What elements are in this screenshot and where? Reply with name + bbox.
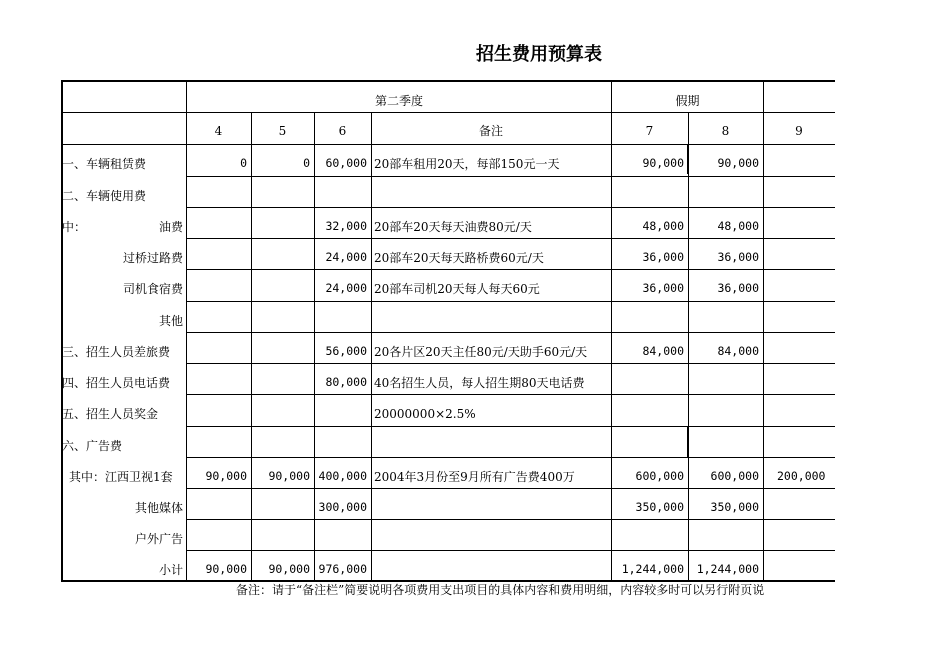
cell-month-7: 90,000: [642, 156, 684, 171]
cell-month-4: [186, 434, 251, 457]
cell-month-6: 80,000: [325, 374, 367, 389]
cell-month-6: [314, 402, 371, 426]
grid-hline: [186, 301, 835, 302]
cell-month-7: 600,000: [635, 468, 684, 483]
column-header-col-4: 4: [214, 124, 223, 138]
cell-month-8: [688, 434, 763, 457]
cell-month-6: 400,000: [318, 468, 367, 483]
grid-hline: [186, 332, 835, 333]
page-title: 招生费用预算表: [476, 44, 602, 65]
cell-month-4: 0: [240, 156, 247, 171]
cell-month-9: [763, 558, 835, 581]
cell-month-9: [763, 402, 835, 426]
row-label: 一、车辆租赁费: [62, 157, 147, 171]
cell-month-4: [186, 246, 251, 269]
grid-hline: [186, 363, 835, 364]
column-header-col-note: 备注: [478, 124, 503, 138]
cell-month-6: [314, 434, 371, 457]
cell-month-4: [186, 402, 251, 426]
row-label: 小计: [158, 562, 183, 577]
cell-month-9: [763, 246, 835, 269]
cell-month-5: [251, 527, 314, 550]
cell-month-8: 1,244,000: [696, 561, 759, 576]
cell-month-7: 36,000: [642, 249, 684, 264]
cell-note: 40名招生人员，每人招生期80天电话费: [374, 375, 585, 390]
cell-month-7: 84,000: [642, 343, 684, 358]
cell-month-4: [186, 309, 251, 332]
grid-hline: [186, 519, 835, 520]
row-label: 其他: [158, 313, 183, 328]
footnote: 备注：请于“备注栏”简要说明各项费用支出项目的具体内容和费用明细，内容较多时可以另行附页说: [236, 583, 765, 597]
row-label-prefix: 中：: [62, 219, 87, 234]
cell-month-6: [314, 184, 371, 207]
row-label: 油费: [158, 219, 183, 234]
cell-month-5: [251, 340, 314, 363]
grid-hline: [61, 112, 186, 113]
cell-note: [372, 527, 611, 550]
cell-month-7: [611, 184, 688, 207]
cell-month-8: 36,000: [717, 249, 759, 264]
cell-month-7: 1,244,000: [621, 561, 684, 576]
grid-hline: [61, 144, 186, 145]
cell-month-8: 84,000: [717, 343, 759, 358]
grid-hline: [186, 457, 835, 458]
cell-month-6: 32,000: [325, 218, 367, 233]
cell-month-6: 24,000: [325, 249, 367, 264]
cell-month-4: [186, 277, 251, 301]
cell-month-6: 976,000: [318, 561, 367, 576]
cell-note: 20部车租用20天，每部150元一天: [374, 157, 560, 171]
row-label: 户外广告: [134, 531, 183, 546]
cell-month-7: [611, 402, 688, 426]
row-label: 六、广告费: [62, 438, 123, 453]
cell-note: 20000000×2.5%: [374, 407, 476, 421]
grid-hline: [186, 207, 835, 208]
cell-month-8: [688, 371, 763, 394]
header-group-q2: 第二季度: [374, 94, 423, 108]
cell-month-5: 90,000: [268, 561, 310, 576]
cell-month-9: [763, 184, 835, 207]
cell-month-7: [611, 371, 688, 394]
cell-month-5: [251, 496, 314, 519]
cell-month-4: 90,000: [205, 561, 247, 576]
column-header-col-7: 7: [645, 124, 654, 138]
cell-month-6: [314, 309, 371, 332]
cell-note: [372, 434, 611, 457]
cell-month-9: [763, 434, 835, 457]
grid-hline: [186, 550, 835, 551]
row-label: 三、招生人员差旅费: [62, 344, 171, 359]
cell-month-5: [251, 184, 314, 207]
cell-month-6: 60,000: [325, 156, 367, 171]
grid-hline: [186, 269, 835, 270]
cell-month-6: 56,000: [325, 343, 367, 358]
cell-note: 2004年3月份至9月所有广告费400万: [374, 469, 575, 484]
grid-hline: [186, 144, 835, 145]
cell-month-8: [688, 184, 763, 207]
cell-month-5: [251, 246, 314, 269]
cell-month-5: 90,000: [268, 468, 310, 483]
cell-month-8: 90,000: [717, 156, 759, 171]
row-label: 四、招生人员电话费: [62, 375, 171, 390]
cell-month-5: [251, 371, 314, 394]
cell-month-5: [251, 402, 314, 426]
column-header-col-5: 5: [278, 124, 287, 138]
row-label: 过桥过路费: [122, 250, 183, 265]
cell-month-8: [688, 527, 763, 550]
cell-month-5: [251, 434, 314, 457]
row-label: 五、招生人员奖金: [62, 407, 159, 421]
cell-month-8: [688, 309, 763, 332]
row-label: 二、车辆使用费: [62, 188, 147, 203]
cell-month-4: [186, 371, 251, 394]
cell-month-6: 24,000: [325, 281, 367, 296]
cell-month-8: 48,000: [717, 218, 759, 233]
column-header-col-6: 6: [338, 124, 347, 138]
cell-month-9: [763, 152, 835, 176]
cell-month-9: [763, 340, 835, 363]
cell-month-5: [251, 277, 314, 301]
cell-month-7: 36,000: [642, 281, 684, 296]
row-label: 其中：江西卫视1套: [69, 469, 173, 484]
cell-month-6: 300,000: [318, 499, 367, 514]
cell-month-7: 350,000: [635, 499, 684, 514]
cell-month-9: 200,000: [777, 468, 826, 483]
cell-month-9: [763, 496, 835, 519]
cell-month-8: [688, 402, 763, 426]
cell-month-9: [763, 309, 835, 332]
column-header-col-9: 9: [795, 124, 803, 138]
cell-month-5: [251, 215, 314, 238]
cell-month-7: [611, 434, 688, 457]
cell-note: [372, 558, 611, 581]
grid-hline: [186, 238, 835, 239]
cell-month-7: [611, 527, 688, 550]
grid-hline: [186, 394, 835, 395]
cell-month-4: 90,000: [205, 468, 247, 483]
cell-note: [372, 309, 611, 332]
cell-month-8: 36,000: [717, 281, 759, 296]
cell-month-9: [763, 527, 835, 550]
cell-month-9: [763, 277, 835, 301]
cell-month-7: 48,000: [642, 218, 684, 233]
cell-month-4: [186, 184, 251, 207]
cell-month-6: [314, 527, 371, 550]
cell-month-7: [611, 309, 688, 332]
header-group-holiday: 假期: [675, 94, 700, 108]
row-label: 司机食宿费: [122, 282, 183, 296]
cell-month-8: 350,000: [710, 499, 759, 514]
column-header-col-8: 8: [721, 124, 730, 138]
cell-month-5: 0: [303, 156, 310, 171]
cell-note: 20部车20天每天路桥费60元/天: [374, 250, 544, 265]
row-label: 其他媒体: [134, 500, 183, 515]
cell-note: [372, 496, 611, 519]
cell-note: 20部车20天每天油费80元/天: [374, 219, 532, 234]
grid-hline: [186, 176, 835, 177]
cell-month-9: [763, 371, 835, 394]
cell-month-9: [763, 215, 835, 238]
cell-month-4: [186, 527, 251, 550]
cell-month-8: 600,000: [710, 468, 759, 483]
grid-hline: [186, 488, 835, 489]
cell-note: [372, 184, 611, 207]
cell-month-4: [186, 215, 251, 238]
cell-note: 20部车司机20天每人每天60元: [374, 282, 540, 296]
cell-month-4: [186, 340, 251, 363]
cell-note: 20各片区20天主任80元/天助手60元/天: [374, 344, 588, 359]
cell-month-5: [251, 309, 314, 332]
cell-month-4: [186, 496, 251, 519]
grid-hline: [186, 426, 835, 427]
